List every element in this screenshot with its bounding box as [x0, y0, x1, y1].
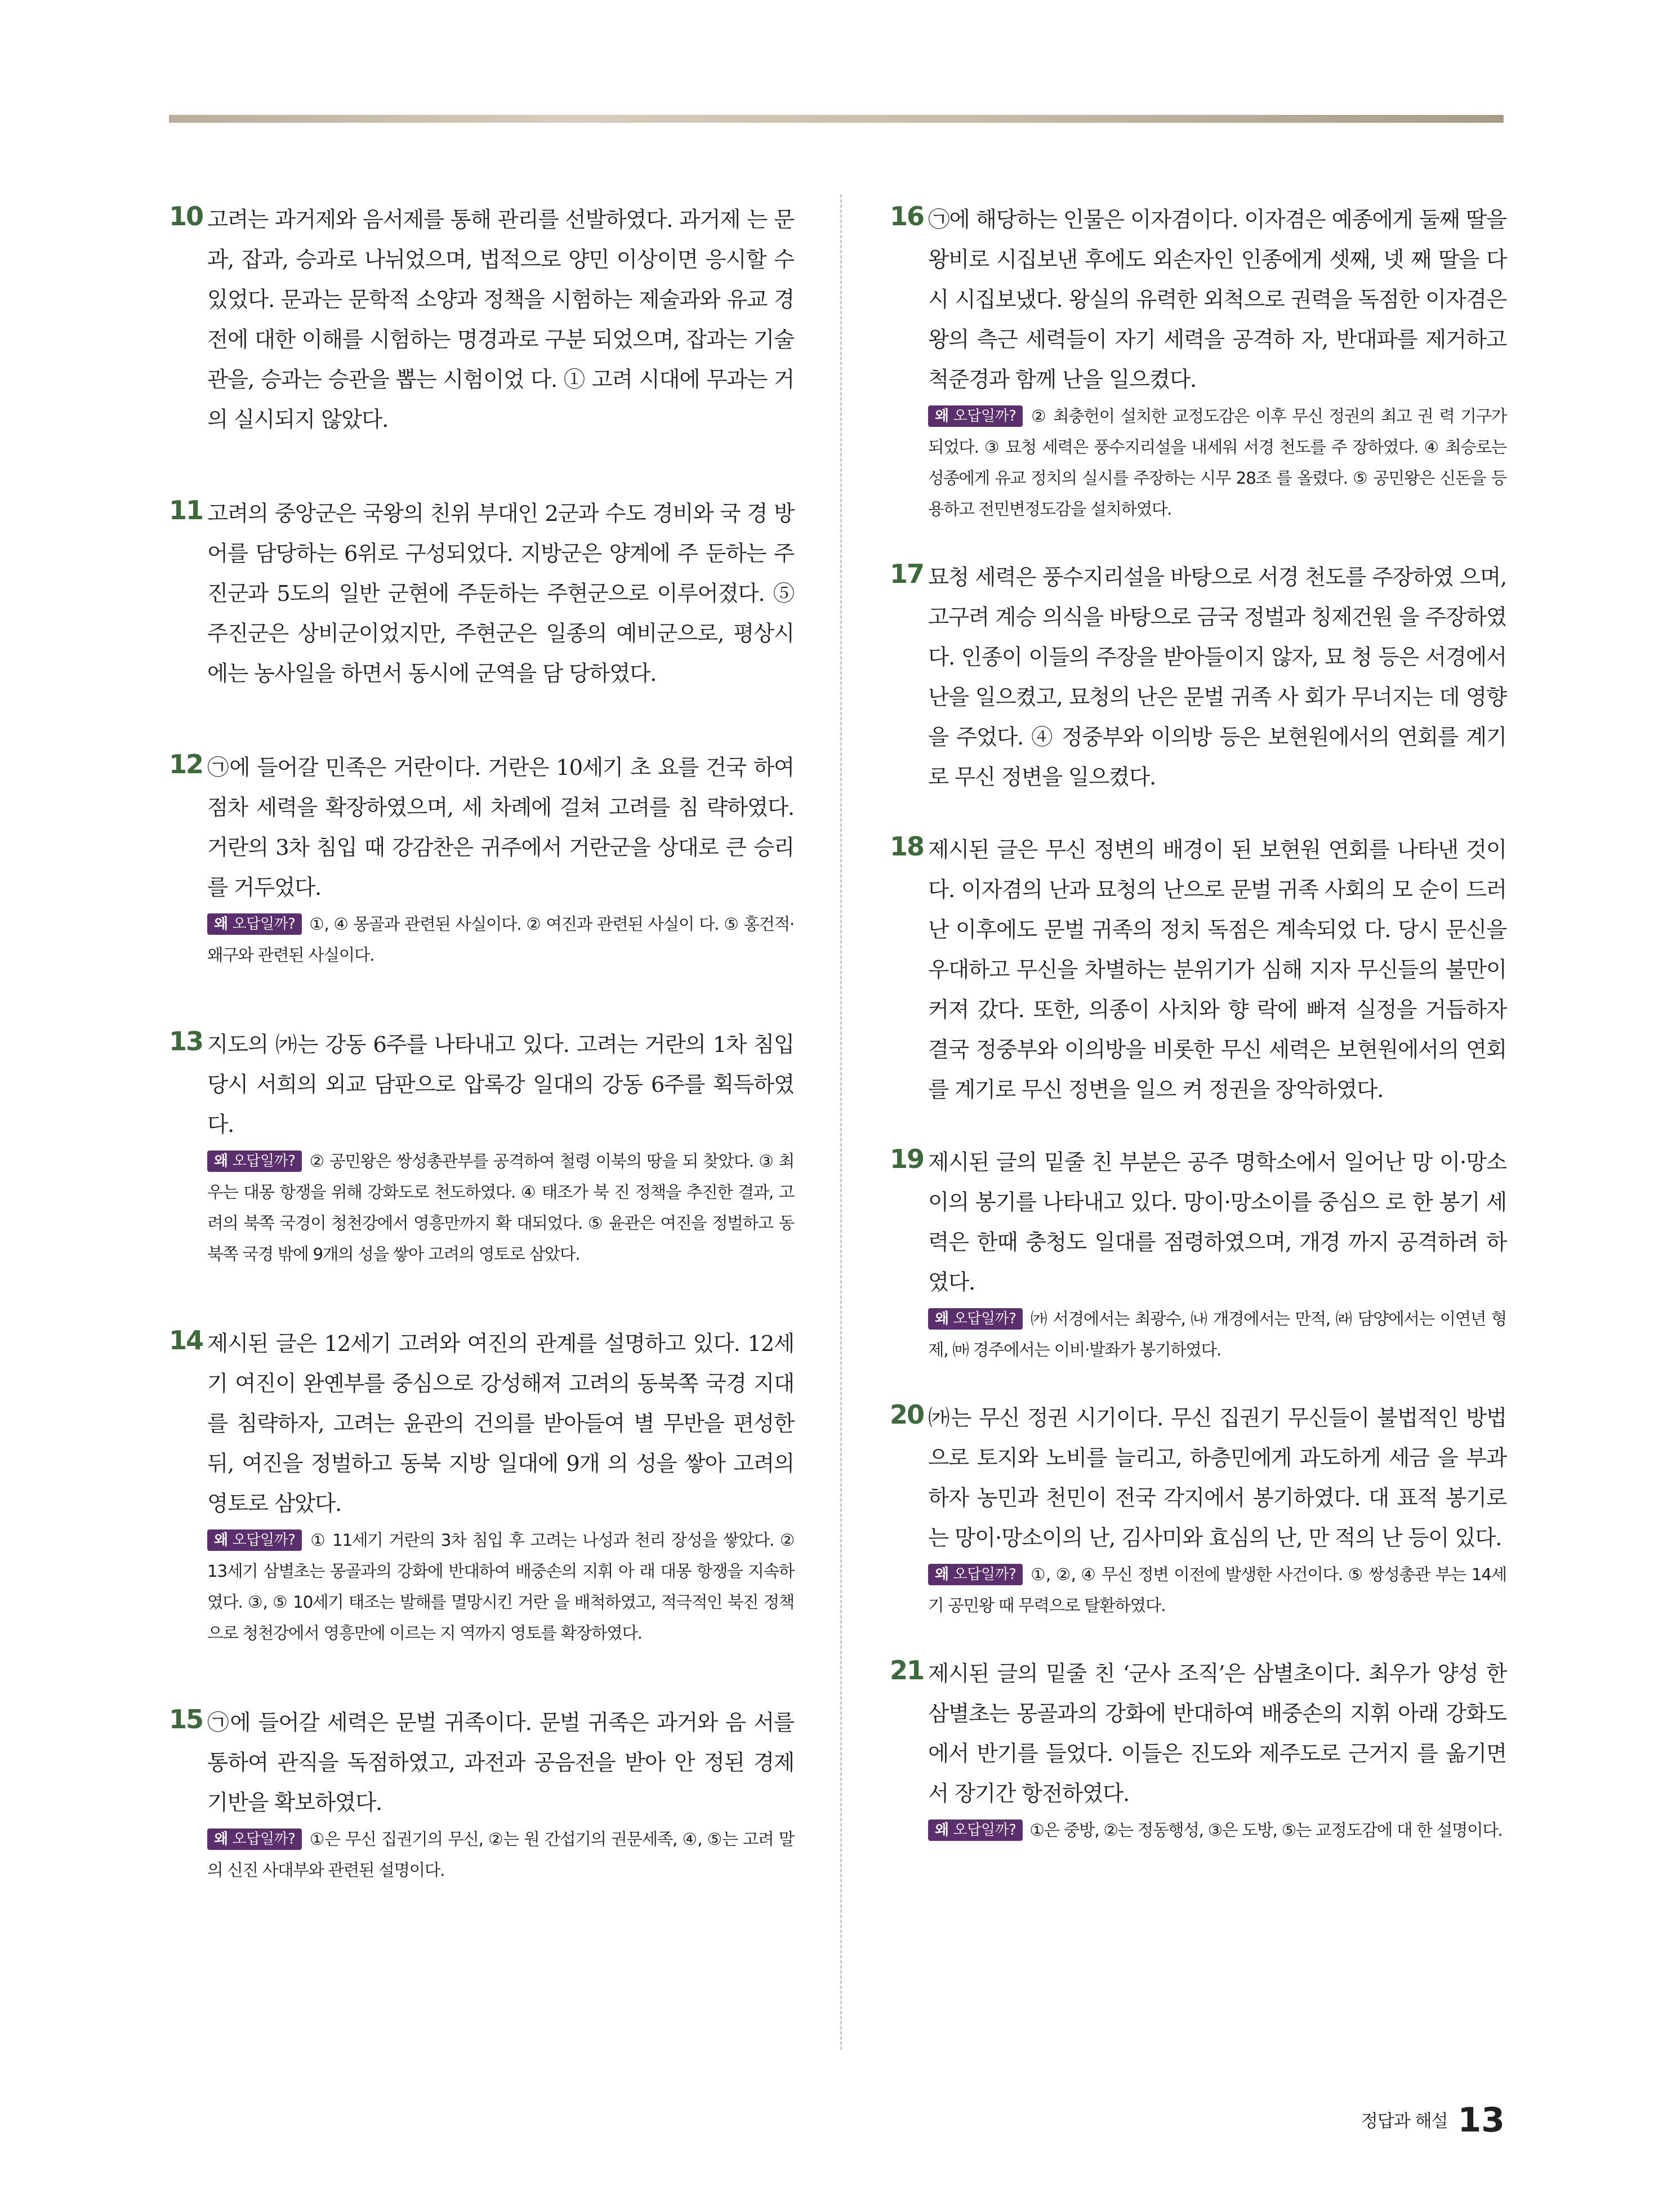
explanation-line: 이루어졌다. ⑤ 주진군은 상비군이었지만, 주현군은 일종의	[207, 581, 794, 646]
badge-label: 오답일까?	[232, 1831, 296, 1848]
note-line: 진 정책을 추진한 결과, 고려의 북쪽 국경이 청천강에서 영흥만까지 확	[207, 1183, 794, 1233]
explanation-text	[207, 200, 794, 440]
badge-label: 오답일까?	[953, 1822, 1017, 1839]
badge-why: 왜	[935, 1566, 949, 1583]
explanation-line: 의 성을 쌓아 고려의 영토로 삼았다.	[207, 1451, 794, 1517]
explanation-line: 독점한 이자겸은 왕의 측근 세력들이 자기 세력을 공격하	[928, 287, 1507, 353]
explanation-text	[928, 1143, 1506, 1303]
explanation-line: 략하였다. 거란의 3차 침입 때 강감찬은 귀주에서 거란군을	[207, 795, 794, 860]
top-decorative-bar	[169, 115, 1504, 123]
explanation-line: 락에 빠져 실정을 거듭하자 결국 정중부와 이의방을 비롯한	[928, 997, 1506, 1063]
explanation-line: ㉠에 해당하는 인물은 이자겸이다. 이자겸은 예종에게 둘째	[928, 207, 1460, 233]
footer-label: 정답과 해설	[1361, 2111, 1448, 2131]
explanation-text	[928, 1398, 1506, 1558]
badge-why: 왜	[935, 408, 949, 425]
answer-item	[169, 1025, 794, 1270]
wrong-answer-badge	[928, 1819, 1023, 1841]
wrong-answer-badge	[928, 405, 1023, 427]
explanation-text	[928, 1654, 1506, 1814]
question-number: 11	[169, 495, 203, 525]
explanation-line: 로 한 봉기 세력은 한때 충청도 일대를 점령하였으며, 개경	[928, 1190, 1506, 1255]
explanation-line: 표적 봉기로는 망이·망소이의 난, 김사미와 효심의 난, 만	[928, 1486, 1506, 1551]
explanation-line: ㉠에 들어갈 민족은 거란이다. 거란은 10세기 초 요를 건국	[207, 755, 746, 781]
explanation-text	[207, 1025, 794, 1145]
note-line: ㈎ 서경에서는 최광수, ㈏ 개경에서는 만적, ㈑ 담양에서는	[1029, 1309, 1434, 1328]
explanation-line: 다. 당시 문신을 우대하고 무신을 차별하는 분위기가 심해	[928, 917, 1507, 983]
badge-why: 왜	[214, 916, 228, 933]
badge-why: 왜	[214, 1532, 228, 1549]
badge-label: 오답일까?	[953, 1566, 1017, 1583]
wrong-answer-note	[928, 1559, 1506, 1621]
question-number: 13	[169, 1026, 203, 1056]
question-number: 15	[169, 1704, 203, 1734]
badge-label: 오답일까?	[953, 1310, 1017, 1327]
answer-item	[169, 1703, 794, 1886]
answer-item	[890, 1654, 1506, 1846]
badge-label: 오답일까?	[232, 1153, 296, 1170]
explanation-line: 지자 무신들의 불만이 커져 갔다. 또한, 의종이 사치와 향	[928, 957, 1506, 1023]
explanation-line: 무반을 편성한 뒤, 여진을 정벌하고 동북 지방 일대에 9개	[207, 1411, 794, 1477]
note-line: ①, ②, ④ 무신 정변 이전에 발생한 사건이다. ⑤ 쌍성총관	[1029, 1565, 1430, 1584]
note-line: 력 기구가 되었다. ③ 묘청 세력은 풍수지리설을 내세워 서경 천도를 주	[928, 407, 1506, 457]
explanation-line: 하여 점차 세력을 확장하였으며, 세 차례에 걸쳐 고려를 침	[207, 755, 794, 820]
explanation-line: 회가 무너지는 데 영향을 주었다. ④ 정중부와 이의방 등은	[928, 685, 1506, 750]
answer-item	[169, 200, 794, 440]
wrong-answer-badge	[207, 1150, 302, 1172]
explanation-line: 묘청 세력은 풍수지리설을 바탕으로 서경 천도를 주장하였	[928, 565, 1454, 590]
explanation-line: 제시된 글은 12세기 고려와 여진의 관계를 설명하고 있다.	[207, 1331, 740, 1357]
explanation-line: 까지 공격하려 하였다.	[928, 1230, 1506, 1295]
explanation-line: 는 문과, 잡과, 승과로 나뉘었으며, 법적으로 양민 이상이면	[207, 207, 794, 273]
explanation-line: 제시된 글은 무신 정변의 배경이 된 보현원 연회를 나타낸	[928, 837, 1458, 863]
explanation-line: 를 옮기면서 장기간 항전하였다.	[928, 1741, 1506, 1807]
explanation-line: 보현원에서의 연회를 계기로 무신 정변을 일으켰다.	[928, 725, 1507, 790]
question-number: 14	[169, 1325, 203, 1355]
explanation-line: 국경 지대를 침략하자, 고려는 윤관의 건의를 받아들여 별	[207, 1371, 794, 1437]
note-line: 장하였다. ④ 최승로는 성종에게 유교 정치의 실시를 주장하는 시무 28조	[928, 438, 1507, 488]
explanation-line: 순이 드러난 이후에도 문벌 귀족의 정치 독점은 계속되었	[928, 877, 1506, 943]
wrong-answer-note	[928, 401, 1506, 525]
answer-item	[890, 558, 1506, 797]
wrong-answer-badge	[928, 1308, 1023, 1330]
note-line: 고려의 영토로 삼았다.	[428, 1245, 580, 1264]
note-line: 역까지 영토를 확장하였다.	[460, 1624, 642, 1643]
note-line: ② 최충헌이 설치한 교정도감은 이후 무신 정권의 최고 권	[1029, 407, 1433, 426]
note-line: ①은 무신 집권기의 무신, ②는 원 간섭기의 권문세족, ④,	[309, 1830, 702, 1849]
note-line: 대되었다. ⑤ 윤관은 여진을 정벌하고 동북쪽 국경 밖에 9개의 성을 쌓아	[207, 1214, 795, 1264]
wrong-answer-note	[207, 1824, 794, 1886]
question-number: 12	[169, 749, 203, 779]
column-divider	[840, 194, 842, 2050]
explanation-line: 획득하였다.	[207, 1072, 795, 1138]
explanation-line: 경 방어를 담당하는 6위로 구성되었다. 지방군은 양계에 주	[207, 501, 794, 567]
question-number: 16	[890, 201, 924, 231]
answer-item	[890, 830, 1506, 1110]
badge-why: 왜	[214, 1831, 228, 1848]
explanation-text	[207, 748, 794, 908]
explanation-line: 째 딸을 다시 시집보냈다. 왕실의 유력한 외척으로 권력을	[928, 247, 1506, 313]
question-number: 20	[890, 1399, 924, 1430]
note-line: ⑤는 고려 말의 신진 사대부와 관련된 설명이다.	[207, 1830, 794, 1880]
explanation-line: 당하였다.	[569, 661, 657, 686]
answer-item	[890, 1143, 1506, 1366]
explanation-line: 둔하는 주진군과 5도의 일반 군현에 주둔하는 주현군으로	[207, 541, 794, 606]
explanation-line: 한 삼별초는 몽골과의 강화에 반대하여 배중손의 지휘 아래	[928, 1661, 1506, 1727]
badge-why: 왜	[935, 1822, 949, 1839]
answer-item	[169, 494, 794, 694]
note-line: 한 설명이다.	[1416, 1821, 1503, 1840]
explanation-text	[207, 1703, 794, 1823]
wrong-answer-badge	[928, 1564, 1023, 1585]
explanation-line: 으며, 고구려 계승 의식을 바탕으로 금국 정벌과 칭제건원	[928, 565, 1507, 630]
explanation-line: 제술과와 유교 경전에 대한 이해를 시험하는 명경과로 구분	[207, 287, 794, 353]
wrong-answer-badge	[207, 1829, 302, 1850]
explanation-line: 예비군으로, 평상시에는 농사일을 하면서 동시에 군역을 담	[207, 621, 794, 686]
explanation-line: ㉠에 들어갈 세력은 문벌 귀족이다. 문벌 귀족은 과거와 음	[207, 1710, 746, 1736]
note-line: 를 올렸다. ⑤ 공민왕은 신돈을 등용하고 전민변정도감을 설치하였다.	[928, 469, 1506, 519]
explanation-line: 딸을 왕비로 시집보낸 후에도 외손자인 인종에게 셋째, 넷	[928, 207, 1506, 273]
explanation-text	[928, 830, 1506, 1110]
explanation-line: 자, 반대파를 제거하고 척준경과 함께 난을 일으켰다.	[928, 327, 1506, 393]
note-line: 쌓았다. ② 13세기 삼별초는 몽골과의 강화에 반대하여 배중손의 지휘 아	[207, 1531, 794, 1581]
note-line: 래 대몽 항쟁을 지속하였다. ③, ⑤ 10세기 태조는 발해를 멸망시킨 거란	[207, 1562, 794, 1612]
explanation-line: 고려는 과거제와 음서제를 통해 관리를 선발하였다. 과거제	[207, 207, 741, 233]
question-number: 18	[890, 831, 924, 862]
explanation-text	[928, 558, 1506, 797]
explanation-line: 켜 정권을 장악하였다.	[1182, 1077, 1384, 1103]
answer-item	[169, 748, 794, 971]
explanation-line: 고려의 중앙군은 국왕의 친위 부대인 2군과 수도 경비와 국	[207, 501, 741, 527]
explanation-line: 지도의 ㈎는 강동 6주를 나타내고 있다. 고려는 거란의 1차	[207, 1032, 746, 1058]
answer-item	[890, 1398, 1506, 1621]
explanation-text	[207, 494, 794, 694]
explanation-line: 서를 통하여 관직을 독점하였고, 과전과 공음전을 받아 안	[207, 1710, 794, 1776]
explanation-line: 침입 당시 서희의 외교 담판으로 압록강 일대의 강동 6주를	[207, 1032, 794, 1098]
explanation-line: 제시된 글의 밑줄 친 부분은 공주 명학소에서 일어난 망	[928, 1150, 1433, 1175]
page-footer	[1361, 2100, 1505, 2140]
explanation-line: 상대로 큰 승리를 거두었다.	[207, 835, 794, 900]
note-line: 을 배척하였고, 적극적인 북진 정책으로 청천강에서 영흥만에 이르는 지	[207, 1593, 794, 1643]
question-number: 10	[169, 201, 203, 231]
explanation-line: 것이다. 이자겸의 난과 묘청의 난으로 문벌 귀족 사회의 모	[928, 837, 1506, 903]
explanation-line: 제시된 글의 밑줄 친 ‘군사 조직’은 삼별초이다. 최우가 양성	[928, 1661, 1478, 1687]
right-column	[890, 200, 1506, 1846]
wrong-answer-note	[928, 1304, 1506, 1366]
note-line: 부는 14세기 공민왕 때 무력으로 탈환하였다.	[928, 1565, 1507, 1615]
wrong-answer-note	[207, 1525, 794, 1649]
badge-why: 왜	[214, 1153, 228, 1170]
note-line: 찾았다. ③ 최우는 대몽 항쟁을 위해 강화도로 천도하였다. ④ 태조가 북	[207, 1152, 795, 1202]
note-line: ①은 중방, ②는 정동행성, ③은 도방, ⑤는 교정도감에 대	[1029, 1821, 1412, 1840]
note-line: ② 공민왕은 쌍성총관부를 공격하여 철령 이북의 땅을 되	[309, 1152, 698, 1171]
explanation-line: 청 등은 서경에서 난을 일으켰고, 묘청의 난은 문벌 귀족 사	[928, 645, 1506, 710]
explanation-line: 이·망소이의 봉기를 나타내고 있다. 망이·망소이를 중심으	[928, 1150, 1507, 1215]
note-line: ① 11세기 거란의 3차 침입 후 고려는 나성과 천리 장성을	[309, 1531, 717, 1550]
wrong-answer-note	[207, 1146, 794, 1270]
explanation-line: 되었으며, 잡과는 기술관을, 승과는 승관을 뽑는 시험이었	[207, 327, 794, 393]
explanation-line: 을 부과하자 농민과 천민이 전국 각지에서 봉기하였다. 대	[928, 1446, 1506, 1511]
explanation-line: 방법으로 토지와 노비를 늘리고, 하층민에게 과도하게 세금	[928, 1406, 1506, 1471]
page-number: 13	[1457, 2100, 1505, 2140]
badge-why: 왜	[935, 1310, 949, 1327]
note-line: 다. ⑤ 홍건적·왜구와 관련된 사실이다.	[207, 915, 795, 965]
explanation-line: 을 주장하였다. 인종이 이들의 주장을 받아들이지 않자, 묘	[928, 605, 1506, 670]
explanation-line: 정된 경제 기반을 확보하였다.	[207, 1750, 794, 1816]
explanation-line: ㈎는 무신 정권 시기이다. 무신 집권기 무신들이 불법적인	[928, 1406, 1459, 1431]
explanation-line: 응시할 수 있었다. 문과는 문학적 소양과 정책을 시험하는	[207, 247, 794, 313]
explanation-text	[928, 200, 1506, 400]
badge-label: 오답일까?	[953, 408, 1017, 425]
answer-item	[890, 200, 1506, 525]
explanation-line: 12세기 여진이 완옌부를 중심으로 강성해져 고려의 동북쪽	[207, 1331, 794, 1397]
explanation-text	[207, 1324, 794, 1524]
wrong-answer-badge	[207, 1529, 302, 1551]
question-number: 17	[890, 559, 924, 589]
answer-item	[169, 1324, 794, 1649]
explanation-line: 적의 난 등이 있다.	[1335, 1526, 1502, 1551]
badge-label: 오답일까?	[232, 916, 296, 933]
explanation-line: 무신 세력은 보현원에서의 연회를 계기로 무신 정변을 일으	[928, 1037, 1507, 1103]
question-number: 19	[890, 1144, 924, 1174]
explanation-line: 강화도에서 반기를 들었다. 이들은 진도와 제주도로 근거지	[928, 1701, 1506, 1767]
left-column	[169, 200, 794, 1886]
note-line: 이연년 형제, ㈒ 경주에서는 이비·발좌가 봉기하였다.	[928, 1309, 1506, 1359]
wrong-answer-note	[207, 909, 794, 971]
note-line: ①, ④ 몽골과 관련된 사실이다. ② 여진과 관련된 사실이	[309, 915, 694, 934]
badge-label: 오답일까?	[232, 1532, 296, 1549]
question-number: 21	[890, 1655, 924, 1685]
wrong-answer-badge	[207, 913, 302, 935]
wrong-answer-note	[928, 1815, 1506, 1846]
explanation-line: 다. ① 고려 시대에 무과는 거의 실시되지 않았다.	[207, 367, 794, 432]
